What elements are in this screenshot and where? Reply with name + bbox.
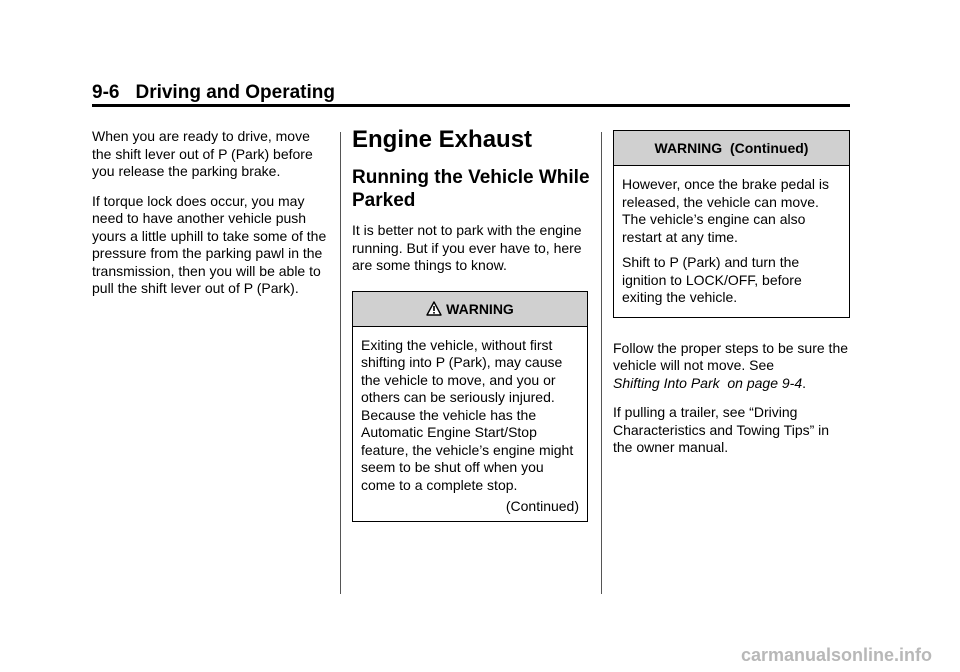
warning-box-continued xyxy=(613,130,850,318)
warning-box xyxy=(352,291,588,523)
paragraph-text: Follow the proper steps to be sure the vehicle will not move. See xyxy=(613,339,849,373)
warning-title: WARNING xyxy=(446,300,514,317)
warning-header xyxy=(614,131,849,166)
header-rule xyxy=(92,104,850,107)
warning-text: Exiting the vehicle, without first shifting into P (Park), may cause the vehicle to move, and you or others can be seriously injured. Because the vehicle has the Automatic Engine Start/Stop feature, the vehicle’s engine might seem to be shut off when you come to a complete stop. xyxy=(361,336,574,493)
paragraph: It is better not to park with the engine running. But if you ever have to, here are some things to know. xyxy=(352,222,582,273)
paragraph: If torque lock does occur, you may need to have another vehicle push yours a little uphill to take some of the pressure from the parking pawl in the transmission, then you will be able to pull the shift lever out of P (Park). xyxy=(92,192,327,296)
column-1 xyxy=(92,128,328,310)
paragraph: If pulling a trailer, see “Driving Characteristics and Towing Tips” in the owner manual. xyxy=(613,404,830,455)
warning-body xyxy=(353,327,587,522)
watermark: carmanualsonline.info xyxy=(740,645,932,665)
warning-header xyxy=(353,292,587,327)
section-heading: Engine Exhaust xyxy=(352,126,533,153)
paragraph-end: . xyxy=(802,374,807,391)
paragraph: When you are ready to drive, move the shift lever out of P (Park) before you release the parking brake. xyxy=(92,128,313,179)
cross-reference-link[interactable]: Shifting Into Park on page 9-4 xyxy=(613,374,803,391)
warning-title: WARNING (Continued) xyxy=(654,140,809,156)
continued-label: (Continued) xyxy=(505,498,579,514)
paragraph xyxy=(613,340,851,393)
subsection-heading: Running the Vehicle While Parked xyxy=(352,167,590,211)
alert-icon xyxy=(426,301,442,317)
warning-body xyxy=(614,166,849,317)
column-2 xyxy=(352,126,590,522)
warning-text: However, once the brake pedal is released, the vehicle can move. The vehicle’s engine can also restart at any time. xyxy=(622,176,830,245)
page-header xyxy=(92,82,850,106)
column-divider xyxy=(340,132,341,594)
section-title: Driving and Operating xyxy=(135,82,335,103)
column-3 xyxy=(613,130,851,469)
page-number: 9-6 xyxy=(92,82,120,103)
column-divider xyxy=(601,132,602,594)
warning-text: Shift to P (Park) and turn the ignition to LOCK/OFF, before exiting the vehicle. xyxy=(622,254,802,305)
